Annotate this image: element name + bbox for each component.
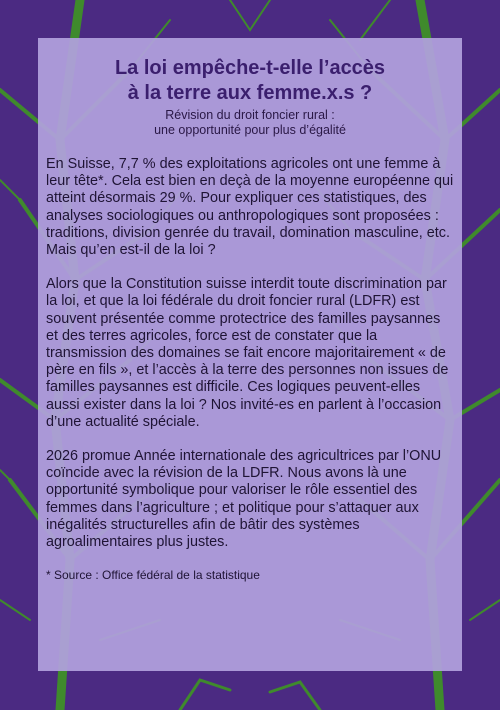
title-line-2: à la terre aux femme.x.s ?: [127, 82, 373, 104]
source-footnote: * Source : Office fédéral de la statistique: [46, 568, 260, 583]
subtitle-line-1: Révision du droit foncier rural :: [165, 108, 335, 122]
page-title: [46, 56, 454, 106]
paragraph-statistics: En Suisse, 7,7 % des exploitations agricoles ont une femme à leur tête*. Cela est bien en deçà de la moyenne européenne qui atteint désormais 29 %. Pour expliquer ces statistiques, des analyses sociologiques ou anthropologiques sont proposées : traditions, division genrée du travail, domination masculine, etc.: [46, 156, 454, 241]
article-body: [46, 156, 454, 551]
paragraph-2026: 2026 promue Année internationale des agricultrices par l’ONU coïncide avec la révision de la LDFR. Nous avons là une opportunité symbolique pour valoriser le rôle essentiel des femmes dans l’agriculture ; et politique pour s’attaquer aux inégalités structurelles afin de bâtir des systèmes agroalimentaires plus justes.: [46, 448, 442, 551]
paragraph-constitution: Alors que la Constitution suisse interdit toute discrimination par la loi, et que la loi fédérale du droit foncier rural (LDFR) est souvent présentée comme protectrice des familles paysannes et des terres agricoles, force est de constater que la transmission des domaines se fait encore majoritairement « de père en fils », et l’accès à la terre des personnes non issues de familles paysannes est difficile. Ces logiques peuvent-elles aussi exister dans la loi ? Nos invité-es en parlent à l’occasion d’une actualité spéciale.: [46, 276, 449, 430]
subtitle-line-2: une opportunité pour plus d’égalité: [154, 123, 346, 137]
paragraph-question: Mais qu’en est-il de la loi ?: [46, 242, 216, 259]
subtitle: [46, 108, 454, 138]
title-line-1: La loi empêche-t-elle l’accès: [114, 57, 386, 79]
text-panel: [38, 38, 462, 671]
